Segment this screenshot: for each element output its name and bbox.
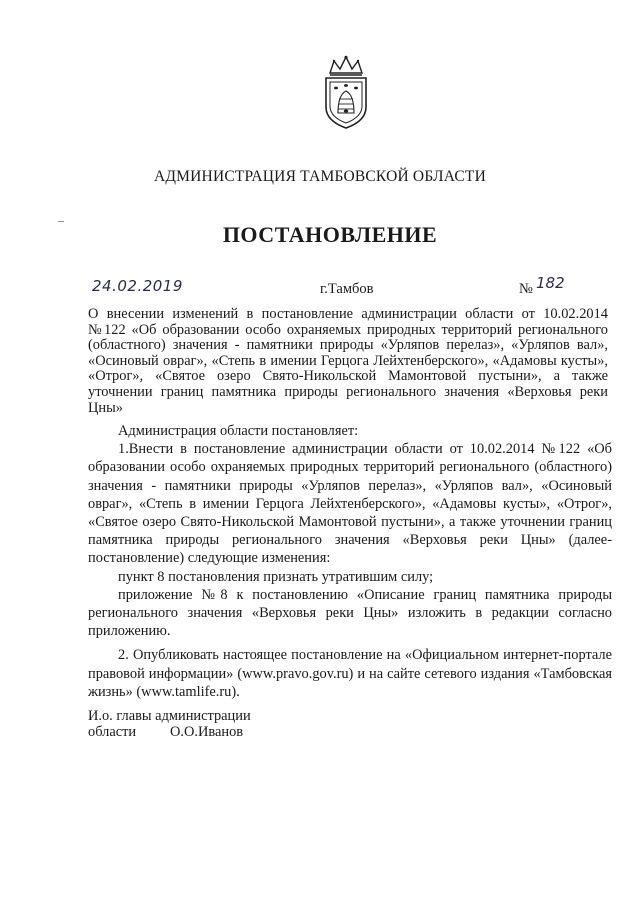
preamble: Администрация области постановляет:	[118, 423, 359, 439]
document-date: 24.02.2019	[92, 277, 183, 295]
item-1-subpoint-b: приложение №8 к постановлению «Описание границ памятника природы регионального значения «Верховья реки Цны» изложить в редакции согласно приложению.	[88, 586, 612, 640]
document-city: г.Тамбов	[320, 281, 374, 297]
item-1: 1.Внести в постановление администрации области от 10.02.2014 №122 «Об образовании особо охраняемых природных территорий регионального (областного) значения - памятники природы «Урляпов перелаз», «Урляпов вал», «Осиновый овраг», «Степь в имении Герцога Лейхтенберского», «Адамовы кусты», «Отрог», «Святое озеро Свято-Никольской Мамонтовой пустыни», а также уточнении границ памятника природы регионального значения «Верховья реки Цны» (далее- постановление) следующие изменения:	[88, 441, 612, 567]
signatory-name: О.О.Иванов	[170, 723, 244, 740]
signatory-title-cont: области	[88, 723, 137, 740]
organization-name: АДМИНИСТРАЦИЯ ТАМБОВСКОЙ ОБЛАСТИ	[154, 168, 486, 185]
signatory-title: И.о. главы администрации	[88, 708, 251, 724]
document-number-label: №	[519, 281, 533, 297]
signature-block	[88, 709, 251, 740]
item-1-subpoint-a: пункт 8 постановления признать утратившим силу;	[118, 568, 434, 585]
document-type-title: ПОСТАНОВЛЕНИЕ	[222, 222, 438, 247]
document-subject: О внесении изменений в постановление администрации области от 10.02.2014 №122 «Об образовании особо охраняемых природных территорий регионального (областного) значения - памятники природы «Урляпов перелаз», «Урляпов вал», «Осиновый овраг», «Степь в имении Герцога Лейхтенберского», «Адамовы кусты», «Отрог», «Святое озеро Свято-Никольской Мамонтовой пустыни», а также уточнении границ памятника природы регионального значения «Верховья реки Цны»	[88, 306, 608, 416]
item-2: 2. Опубликовать настоящее постановление на «Официальном интернет-портале правовой информации» (www.pravo.gov.ru) и на сайте сетевого издания «Тамбовская жизнь» (www.tamlife.ru).	[88, 647, 612, 700]
margin-mark: –	[58, 213, 64, 227]
document-number: 182	[536, 274, 565, 292]
document-body	[88, 422, 612, 701]
coat-of-arms-icon	[320, 55, 372, 130]
